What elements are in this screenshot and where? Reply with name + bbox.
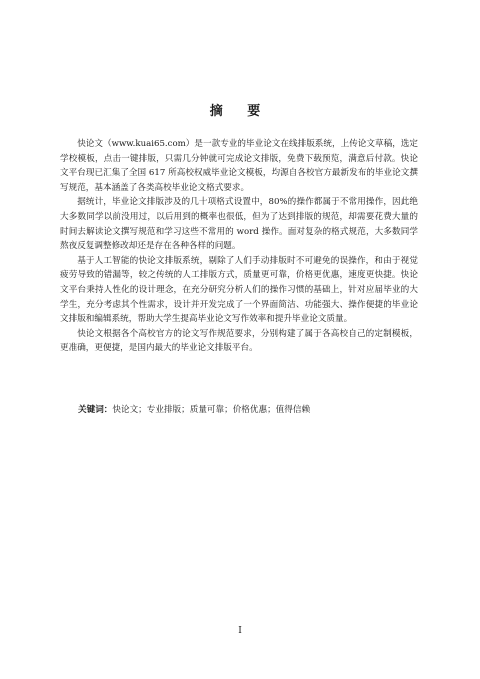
keywords-text: 快论文；专业排版；质量可靠；价格优惠；值得信赖 (112, 405, 311, 415)
keywords-label: 关键词： (78, 405, 113, 415)
page-title: 摘 要 (209, 104, 271, 119)
page-number: I (238, 626, 242, 636)
paragraph-3: 基于人工智能的快论文排版系统，剔除了人们手动排版时不可避免的误操作，和由于视觉疲劳导致的错漏等，较之传统的人工排版方式，质量更可靠，价格更优惠，速度更快捷。快论文平台秉持人性化的设计理念，在充分研究分析人们的操作习惯的基础上，针对应届毕业的大学生，充分考虑其个性需求，设计并开发完成了一个界面简洁、功能强大、操作便捷的毕业论文排版和编辑系统，帮助大学生提高毕业论文写作效率和提升毕业论文质量。 (60, 255, 418, 325)
keywords-line (78, 403, 418, 417)
abstract-body (60, 137, 418, 356)
paragraph-2: 据统计，毕业论文排版涉及的几十项格式设置中，80%的操作都属于不常用操作，因此绝大多数同学以前没用过，以后用到的概率也很低，但为了达到排版的规范，却需要花费大量的时间去解读论文撰写规范和学习这些不常用的 word 操作。面对复杂的格式规范，大多数同学熬夜反复调整修改却还是存在各种各样的问题。 (60, 197, 418, 252)
paragraph-4: 快论文根据各个高校官方的论文写作规范要求，分别构建了属于各高校自己的定制模板，更准确，更便捷，是国内最大的毕业论文排版平台。 (60, 328, 418, 354)
paragraph-1: 快论文（www.kuai65.com）是一款专业的毕业论文在线排版系统，上传论文草稿，选定学校模板，点击一键排版，只需几分钟就可完成论文排版，免费下载预览，满意后付款。快论文平台现已汇集了全国 617 所高校权威毕业论文模板，均源自各校官方最新发布的毕业论文撰写规范，基本涵盖了各类高校毕业论文格式要求。 (60, 139, 418, 193)
